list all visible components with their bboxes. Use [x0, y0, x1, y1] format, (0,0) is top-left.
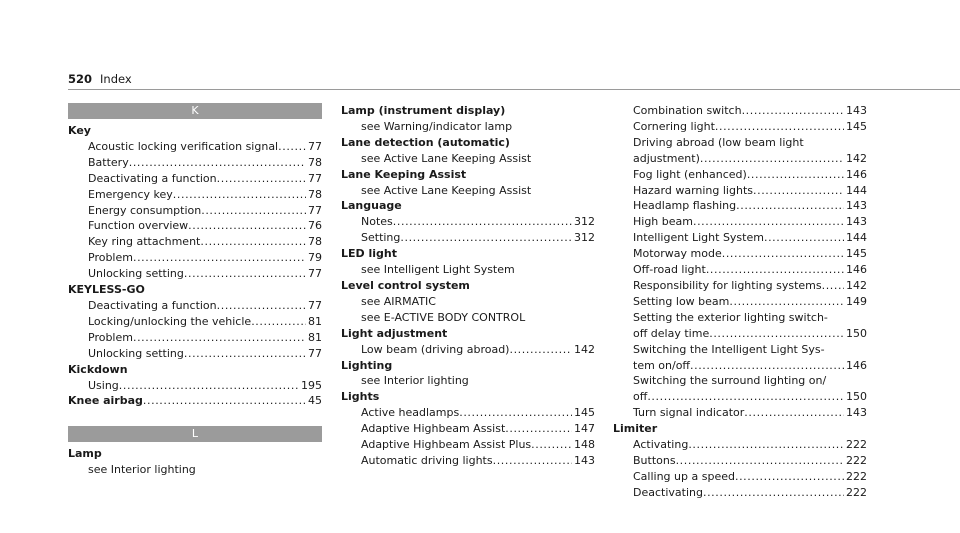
- page-reference: 144: [846, 231, 867, 245]
- entry-label: Problem: [88, 330, 133, 344]
- dot-leader: [278, 139, 306, 155]
- index-subentry: [613, 214, 867, 230]
- entry-label: Motorway mode: [633, 247, 722, 261]
- page-number: 520: [68, 72, 93, 86]
- dot-leader: [700, 151, 844, 167]
- page-reference: 142: [846, 278, 867, 292]
- index-subentry: [68, 314, 322, 330]
- entry-label: Adaptive Highbeam Assist Plus: [361, 438, 532, 452]
- entry-label: Turn signal indicator: [633, 406, 745, 420]
- index-subentry: [613, 230, 867, 246]
- index-subentry: [341, 230, 595, 246]
- dot-leader: [531, 437, 572, 453]
- index-subentry: [613, 437, 867, 453]
- index-subentry: [341, 437, 595, 453]
- entry-label: Knee airbag: [68, 394, 143, 408]
- dot-leader: [184, 266, 306, 282]
- index-column-2: [341, 103, 595, 469]
- page-reference: 222: [846, 453, 867, 467]
- index-term: Limiter: [613, 422, 658, 436]
- dot-leader: [764, 230, 844, 246]
- index-subentry: [68, 234, 322, 250]
- index-subentry: [341, 421, 595, 437]
- subentry-text: Driving abroad (low beam light: [633, 135, 804, 149]
- page-reference: 148: [574, 438, 595, 452]
- entry-label: Key ring attachment: [88, 235, 201, 249]
- page-reference: 45: [308, 394, 322, 408]
- index-subentry: [613, 469, 867, 485]
- index-subentry: [613, 103, 867, 119]
- index-subentry: [613, 119, 867, 135]
- entry-label: Automatic driving lights: [361, 453, 493, 467]
- cross-reference: see Intelligent Light System: [361, 263, 515, 277]
- index-subentry: [68, 346, 322, 362]
- dot-leader: [143, 393, 306, 409]
- page-reference: 77: [308, 298, 322, 312]
- page-reference: 77: [308, 346, 322, 360]
- entry-label: off delay time: [633, 326, 710, 340]
- index-subentry: [613, 198, 867, 214]
- dot-leader: [459, 405, 572, 421]
- page-reference: 78: [308, 235, 322, 249]
- index-term: Level control system: [341, 278, 470, 292]
- cross-reference: see Active Lane Keeping Assist: [361, 151, 532, 165]
- index-subentry: [68, 218, 322, 234]
- cross-reference: see Warning/indicator lamp: [361, 119, 513, 133]
- entry-label: Activating: [633, 438, 689, 452]
- page-reference: 143: [846, 199, 867, 213]
- index-subentry: [613, 167, 867, 183]
- dot-leader: [201, 203, 306, 219]
- entry-label: Low beam (driving abroad): [361, 342, 510, 356]
- index-subentry: [68, 378, 322, 394]
- index-term: Lane Keeping Assist: [341, 167, 467, 181]
- page-reference: 147: [574, 422, 595, 436]
- dot-leader: [647, 389, 844, 405]
- page-reference: 79: [308, 251, 322, 265]
- index-subentry: [613, 405, 867, 421]
- cross-reference: see Interior lighting: [88, 463, 196, 477]
- dot-leader: [173, 187, 306, 203]
- page-reference: 142: [846, 151, 867, 165]
- page-reference: 76: [308, 219, 322, 233]
- entry-label: Function overview: [88, 219, 189, 233]
- entry-label: Problem: [88, 251, 133, 265]
- dot-leader: [493, 453, 572, 469]
- entry-label: Cornering light: [633, 119, 715, 133]
- page-reference: 222: [846, 438, 867, 452]
- cross-reference: see E-ACTIVE BODY CONTROL: [361, 310, 526, 324]
- page-reference: 143: [846, 215, 867, 229]
- entry-label: tem on/off: [633, 358, 691, 372]
- dot-leader: [119, 378, 299, 394]
- page-reference: 145: [574, 406, 595, 420]
- letter-heading: K: [68, 103, 322, 119]
- dot-leader: [736, 198, 844, 214]
- page-header: [68, 71, 132, 87]
- entry-label: High beam: [633, 215, 693, 229]
- dot-leader: [693, 214, 844, 230]
- entry-label: Unlocking setting: [88, 346, 184, 360]
- page-reference: 150: [846, 326, 867, 340]
- entry-label: Setting: [361, 231, 401, 245]
- index-term: Lights: [341, 390, 380, 404]
- dot-leader: [251, 314, 306, 330]
- entry-label: Acoustic locking verification signal: [88, 139, 279, 153]
- entry-label: Combination switch: [633, 104, 742, 117]
- page-reference: 195: [301, 378, 322, 392]
- dot-leader: [690, 358, 844, 374]
- dot-leader: [744, 405, 844, 421]
- dot-leader: [729, 294, 844, 310]
- index-term: Language: [341, 199, 402, 213]
- dot-leader: [753, 183, 844, 199]
- page-reference: 81: [308, 330, 322, 344]
- entry-label: Responsibility for lighting systems: [633, 278, 822, 292]
- entry-label: Active headlamps: [361, 406, 460, 420]
- entry-label: off: [633, 390, 648, 404]
- entry-label: Deactivating a function: [88, 171, 217, 185]
- page-reference: 81: [308, 314, 322, 328]
- entry-label: adjustment): [633, 151, 700, 165]
- page-reference: 312: [574, 231, 595, 245]
- index-subentry: [68, 171, 322, 187]
- index-term: Kickdown: [68, 362, 128, 376]
- dot-leader: [703, 485, 844, 501]
- dot-leader: [129, 155, 306, 171]
- page-reference: 146: [846, 358, 867, 372]
- page-reference: 146: [846, 263, 867, 277]
- dot-leader: [400, 230, 572, 246]
- dot-leader: [706, 262, 844, 278]
- dot-leader: [217, 171, 306, 187]
- index-term: Light adjustment: [341, 326, 448, 340]
- index-term: Lamp (instrument display): [341, 104, 506, 117]
- dot-leader: [742, 103, 844, 119]
- entry-label: Headlamp flashing: [633, 199, 737, 213]
- letter-heading: L: [68, 426, 322, 442]
- dot-leader: [505, 421, 572, 437]
- entry-label: Using: [88, 378, 119, 392]
- index-term: LED light: [341, 247, 397, 261]
- page-reference: 143: [846, 406, 867, 420]
- dot-leader: [722, 246, 844, 262]
- subentry-text: Switching the Intelligent Light Sys-: [633, 342, 825, 356]
- index-subentry: [613, 246, 867, 262]
- entry-label: Fog light (enhanced): [633, 167, 747, 181]
- dot-leader: [688, 437, 844, 453]
- index-subentry: [613, 294, 867, 310]
- entry-label: Unlocking setting: [88, 267, 184, 281]
- page-reference: 78: [308, 187, 322, 201]
- page-reference: 77: [308, 171, 322, 185]
- page-reference: 312: [574, 215, 595, 229]
- entry-label: Hazard warning lights: [633, 183, 753, 197]
- index-term: Key: [68, 124, 91, 137]
- index-subentry: [341, 214, 595, 230]
- page-reference: 149: [846, 294, 867, 308]
- section-title: Index: [100, 72, 132, 86]
- page-reference: 78: [308, 155, 322, 169]
- entry-label: Off-road light: [633, 263, 706, 277]
- dot-leader: [184, 346, 306, 362]
- index-term-entry: [68, 393, 322, 409]
- dot-leader: [188, 218, 306, 234]
- page-reference: 143: [574, 453, 595, 467]
- page-reference: 77: [308, 267, 322, 281]
- entry-label: Locking/unlocking the vehicle: [88, 314, 252, 328]
- page-reference: 142: [574, 342, 595, 356]
- index-subentry: [68, 298, 322, 314]
- entry-label: Emergency key: [88, 187, 173, 201]
- index-subentry: [341, 453, 595, 469]
- page-reference: 77: [308, 203, 322, 217]
- entry-label: Calling up a speed: [633, 469, 735, 483]
- index-term: Lamp: [68, 447, 102, 461]
- index-subentry: [68, 266, 322, 282]
- index-subentry: [341, 405, 595, 421]
- page-reference: 222: [846, 485, 867, 499]
- index-subentry: [341, 342, 595, 358]
- dot-leader: [822, 278, 844, 294]
- index-subentry: [613, 183, 867, 199]
- subentry-text: Setting the exterior lighting switch-: [633, 310, 828, 324]
- entry-label: Buttons: [633, 453, 676, 467]
- page-reference: 146: [846, 167, 867, 181]
- index-subentry: [613, 358, 867, 374]
- entry-label: Intelligent Light System: [633, 231, 764, 245]
- index-column-3: [613, 103, 867, 501]
- index-subentry: [613, 389, 867, 405]
- index-term: Lighting: [341, 358, 393, 372]
- entry-label: Battery: [88, 155, 129, 169]
- subentry-text: Switching the surround lighting on/: [633, 374, 827, 388]
- entry-label: Energy consumption: [88, 203, 202, 217]
- index-term: KEYLESS-GO: [68, 283, 145, 297]
- dot-leader: [715, 119, 844, 135]
- dot-leader: [393, 214, 572, 230]
- entry-label: Deactivating a function: [88, 298, 217, 312]
- dot-leader: [676, 453, 844, 469]
- index-subentry: [613, 151, 867, 167]
- page-reference: 77: [308, 139, 322, 153]
- page-reference: 144: [846, 183, 867, 197]
- index-subentry: [68, 155, 322, 171]
- index-subentry: [68, 203, 322, 219]
- entry-label: Notes: [361, 215, 393, 229]
- page-reference: 145: [846, 119, 867, 133]
- page-reference: 145: [846, 247, 867, 261]
- index-subentry: [68, 187, 322, 203]
- page-reference: 222: [846, 469, 867, 483]
- index-subentry: [613, 278, 867, 294]
- page-reference: 150: [846, 390, 867, 404]
- index-subentry: [613, 262, 867, 278]
- dot-leader: [709, 326, 844, 342]
- dot-leader: [735, 469, 844, 485]
- dot-leader: [217, 298, 306, 314]
- dot-leader: [133, 250, 306, 266]
- cross-reference: see Active Lane Keeping Assist: [361, 183, 532, 197]
- dot-leader: [509, 342, 572, 358]
- entry-label: Setting low beam: [633, 294, 730, 308]
- index-column-1: [68, 103, 322, 478]
- page-reference: 143: [846, 104, 867, 117]
- dot-leader: [133, 330, 306, 346]
- cross-reference: see AIRMATIC: [361, 294, 436, 308]
- dot-leader: [200, 234, 306, 250]
- index-subentry: [613, 453, 867, 469]
- index-subentry: [613, 485, 867, 501]
- entry-label: Adaptive Highbeam Assist: [361, 422, 506, 436]
- index-subentry: [68, 139, 322, 155]
- index-subentry: [613, 326, 867, 342]
- index-term: Lane detection (automatic): [341, 135, 510, 149]
- index-subentry: [68, 330, 322, 346]
- dot-leader: [747, 167, 844, 183]
- entry-label: Deactivating: [633, 485, 703, 499]
- cross-reference: see Interior lighting: [361, 374, 469, 388]
- index-subentry: [68, 250, 322, 266]
- header-divider: [68, 89, 960, 90]
